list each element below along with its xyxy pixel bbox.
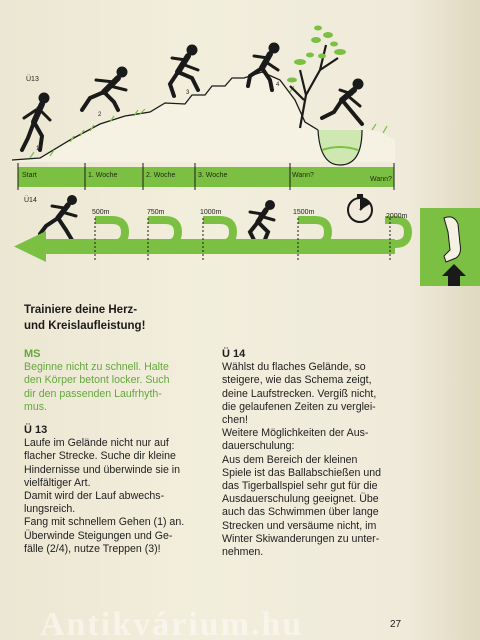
runner-icon — [170, 45, 198, 96]
bar-label: 3. Woche — [198, 172, 228, 179]
section-title-ms: MS — [24, 348, 41, 360]
distance-label: 2000m — [386, 213, 408, 220]
u13-line: Hindernisse und überwinde sie in — [24, 463, 181, 476]
exercise-label-u13: Ü13 — [26, 76, 39, 83]
distance-label: 1000m — [200, 209, 222, 216]
u14-line: Spiele ist das Ballabschießen und — [222, 466, 382, 479]
left-column — [24, 348, 214, 556]
ms-line: Beginne nicht zu schnell. Halte — [24, 361, 169, 374]
distance-label: 750m — [147, 209, 165, 216]
ms-line: dir den passenden Laufrhyth- — [24, 387, 162, 400]
stopwatch-icon — [348, 194, 372, 222]
watermark: Antikvárium.hu — [40, 606, 304, 640]
u14-line: nehmen. — [222, 546, 264, 559]
section-title-u14: Ü 14 — [222, 348, 246, 360]
step-number: 4 — [276, 82, 280, 88]
u14-line: Aus dem Bereich der kleinen — [222, 453, 358, 466]
u13-line: vielfältiger Art. — [24, 476, 91, 489]
training-diagram — [0, 0, 480, 290]
u13-line: lungsreich. — [24, 503, 76, 516]
bar-label: Start — [22, 172, 37, 179]
u14-line: chen! — [222, 414, 248, 427]
u14-line: die gelaufenen Zeiten zu verglei- — [222, 400, 376, 413]
distance-label: 500m — [92, 209, 110, 216]
u13-line: fälle (2/4), nutze Treppen (3)! — [24, 542, 161, 555]
page-heading — [24, 302, 145, 334]
bar-label: Wann? — [370, 176, 392, 183]
ms-line: den Körper betont locker. Such — [24, 374, 170, 387]
bar-label: Wann? — [292, 172, 314, 179]
step-number: 1 — [36, 146, 40, 152]
u13-line: Überwinde Steigungen und Ge- — [24, 529, 173, 542]
u14-line: Weitere Möglichkeiten der Aus- — [222, 427, 369, 440]
bar-label: 1. Woche — [88, 172, 118, 179]
step-number: 2 — [98, 112, 102, 118]
heading-line: Trainiere deine Herz- — [24, 304, 138, 316]
u13-line: Laufe im Gelände nicht nur auf — [24, 437, 169, 450]
page-number: 27 — [390, 619, 402, 630]
u14-line: deine Laufstrecken. Vergiß nicht, — [222, 387, 377, 400]
runner-icon — [22, 93, 50, 150]
u14-line: das Tigerballspiel sehr gut für die — [222, 480, 378, 493]
right-column — [222, 348, 404, 559]
ms-line: mus. — [24, 400, 47, 413]
u14-line: dauerschulung: — [222, 440, 295, 453]
u14-line: Strecken und versäume nicht, im — [222, 519, 377, 532]
u14-line: Wählst du flaches Gelände, so — [222, 361, 366, 374]
runner-icon — [250, 201, 275, 245]
exercise-label-u14: Ü14 — [24, 197, 37, 204]
u13-line: Fang mit schnellem Gehen (1) an. — [24, 516, 185, 529]
section-title-u13: Ü 13 — [24, 424, 48, 437]
u14-line: Winter Skiwanderungen zu unter- — [222, 532, 380, 545]
runner-icon — [322, 79, 363, 124]
u13-line: Damit wird der Lauf abwechs- — [24, 490, 165, 503]
heading-line: und Kreislaufleistung! — [24, 320, 146, 332]
runner-icon — [82, 67, 127, 110]
step-number: 3 — [186, 90, 190, 96]
distance-label: 1500m — [293, 209, 315, 216]
u14-line: steigere, wie das Schema zeigt, — [222, 374, 372, 387]
u13-line: flacher Strecke. Suche dir kleine — [24, 450, 176, 463]
u14-line: Ausdauerschulung geeignet. Übe — [222, 493, 379, 506]
u14-line: auch das Schwimmen über lange — [222, 506, 379, 519]
bar-label: 2. Woche — [146, 172, 176, 179]
